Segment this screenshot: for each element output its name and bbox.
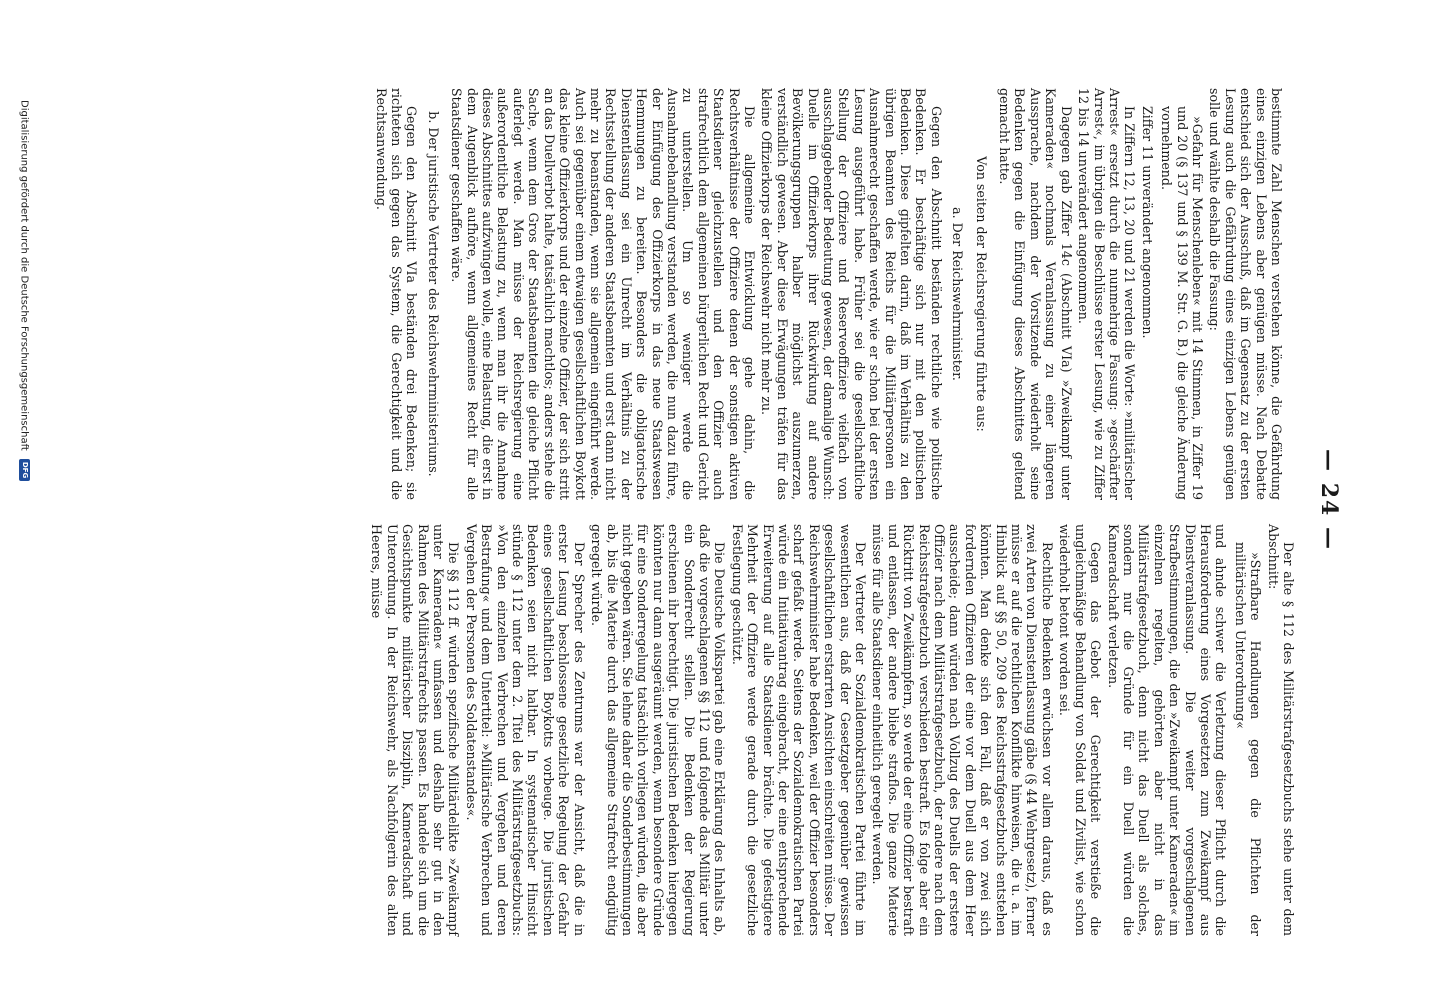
page-number: — 24 — [1316,449,1342,551]
paragraph: Die §§ 112 ff. würden spezifische Militärdelikte »Zweikampf unter Kameraden« umfassen und deshalb sehr gut in den Rahmen des Militärstrafrechts passen. Es handele sich um die Gesichtspunkte militärischer Disziplin, Kameradschaft und Unterordnung. In der Reichswehr, als Nachfolgerin des alten Heeres, müsse [369,524,462,936]
paragraph: Der Sprecher des Zentrums war der Ansicht, daß die in erster Lesung beschlossene gesetzliche Regelung der Gefahr eines gesellschaftlichen Boykotts vorbeuge. Die juristischen Bedenken seien nicht haltbar. In systematischer Hinsicht stünde § 112 unter dem 2. Titel des Militärstrafgesetzbuchs: »Von den einzelnen Verbrechen und Vergehen und deren Bestrafung« und dem Untertitel: »Militärische Verbrechen und Vergehen der Personen des Soldatenstandes«. [463,524,587,936]
right-text-column [367,524,1296,936]
section-heading: a. Der Reichswehrminister. [950,207,966,381]
paragraph: Gegen den Abschnitt VIa beständen drei Bedenken; sie richteten sich gegen das System, die Gerechtigkeit und die Rechtsanwendung. [373,88,420,500]
paragraph: Gegen das Gebot der Gerechtigkeit verstieße die ungleichmäßige Behandlung von Soldat und Zivilist, wie schon wiederholt betont worden sei. [1057,524,1104,936]
paragraph: Ziffer 11 unverändert angenommen. [1139,106,1155,339]
paragraph: Dagegen gab Ziffer 14c (Abschnitt VIa) »Zweikampf unter Kameraden« nochmals Veranlassung zu einer längeren Aussprache, nachdem der Vorsitzende wiederholt seine Bedenken gegen die Einfügung dieses Abschnittes geltend gemacht hatte. [997,88,1074,500]
paragraph: Der alte § 112 des Militärstrafgesetzbuchs stehe unter dem Abschnitt: [1265,524,1296,936]
left-text-column [371,88,1284,500]
credit-text: Digitalisierung gefördert durch die Deutsche Forschungsgemeinschaft [18,100,30,451]
paragraph: In Ziffern 12, 13, 20 und 21 werden die Worte: »militärischer Arrest« ersetzt durch die nunmehrige Fassung: »geschärfter Arrest«, im übrigen die Beschlüsse erster Lesung, wie zu Ziffer 12 bis 14 unverändert angenommen. [1076,88,1138,500]
paragraph: Der Vertreter der Sozialdemokratischen Partei führte im wesentlichen aus, daß der Gesetzgeber gegenüber gewissen gesellschaftlichen erstarrten Ansichten einschreiten müsse. Der Reichswehrminister habe Bedenken, weil der Offizier besonders scharf gefaßt werde. Seitens der Sozialdemokratischen Partei würde ein Initiativantrag eingebracht, der eine entsprechende Erweiterung auf alle Staatsdiener brächte. Die gefestigtere Mehrheit der Offiziere werde gerade durch die gesetzliche Festlegung geschützt. [729,524,869,936]
paragraph: Die Deutsche Volkspartei gab eine Erklärung des Inhalts ab, daß die vorgeschlagenen §§ 112 und folgende das Militär unter ein Sonderrecht stellen. Die Bedenken der Regierung erschienen ihr berechtigt. Die juristischen Bedenken hiergegen könnten nur dann ausgeräumt werden, wenn besondere Gründe für eine Sonderregelung tatsächlich vorliegen würden, die aber nicht gegeben wären. Sie lehne daher die Sonderbestimmungen ab, bis die Materie durch das allgemeine Strafrecht endgültig geregelt würde. [589,524,728,936]
paragraph: Gegen den Abschnitt beständen rechtliche wie politische Bedenken. Er beschäftige sich nur mit den politischen Bedenken. Diese gipfelten darin, daß im Verhältnis zu den übrigen Beamten des Reichs für die Militärpersonen ein Ausnahmerecht geschaffen werde, wie er schon bei der ersten Lesung ausgeführt habe. Früher sei die gesellschaftliche Stellung der Offiziere und Reserveoffiziere vielfach von ausschlaggebender Bedeutung gewesen, der damalige Wunsch: Duelle im Offizierkorps ihrer Rückwirkung auf andere Bevölkerungsgruppen halber möglichst auszumerzen, verständlich gewesen. Aber diese Erwägungen träfen für das kleine Offizierkorps der Reichswehr nicht mehr zu. [759,88,944,500]
paragraph: Die allgemeine Entwicklung gehe dahin, die Rechtsverhältnisse der Offiziere denen der sonstigen aktiven Staatsdiener gleichzustellen und den Offizier auch strafrechtlich dem allgemeinen bürgerlichen Recht und Gericht zu unterstellen. Um so weniger werde die Ausnahmebehandlung verstanden werden, die nun dazu führe, der Einfügung des Offizierkorps in das neue Staatswesen Hemmungen zu bereiten. Besonders die obligatorische Dienstentlassung sei ein Unrecht im Verhältnis zu der Rechtsstellung der anderen Staatsbeamten und erst dann nicht mehr zu beanstanden, wenn sie allgemein eingeführt werde. Auch sei gegenüber einem etwaigen gesellschaftlichen Boykott das kleine Offizierkorps und der einzelne Offizier, der sich stritt an das Duellverbot halte, tatsächlich machtlos; anders stehe die Sache, wenn dem Gros der Staatsbeamten die gleiche Pflicht auferlegt werde. Man müsse der Reichsregierung eine außerordentliche Belastung zu, wenn man ihr die Annahme dieses Abschnittes aufzwingen wolle, eine Belastung, die erst in dem Augenblick aufhöre, wenn allgemeines Recht für alle Staatsdiener geschaffen wäre. [449,88,757,500]
paragraph: und ahnde schwer die Verletzung dieser Pflicht durch die Herausforderung eines Vorgesetzten zum Zweikampf aus Dienstveranlassung. Die weiter vorgeschlagenen Strafbestimmungen, die den »Zweikampf unter Kameraden« im einzelnen regelten, gehörten aber nicht in das Militärstrafgesetzbuch, denn nicht das Duell als solches, sondern nur die Gründe für ein Duell würden die Kameradschaft verletzen. [1105,524,1229,936]
section-heading: b. Der juristische Vertreter des Reichswehrministeriums. [425,111,441,477]
paragraph: Rechtliche Bedenken erwüchsen vor allem daraus, daß es zwei Arten von Dienstentlassung gäbe (§ 44 Wehrgesetz), ferner müsse er auf die rechtlichen Konflikte hinweisen, die u. a. im Hinblick auf §§ 50, 209 des Reichsstrafgesetzbuchs entstehen könnten. Man denke sich den Fall, daß er von zwei sich fordernden Offizieren der eine vor dem Duell aus dem Heer ausscheide; dann würden nach Vollzug des Duells der erstere Offizier nach dem Militärstrafgesetzbuch, der andere nach dem Reichsstrafgesetzbuch verschieden bestraft. Es folge aber ein Rücktritt von Zweikämpfern, so werde der eine Offizier bestraft und entlassen, der andere bliebe straflos. Die ganze Materie müsse für alle Staatsdiener einheitlich geregelt werden. [870,524,1055,936]
quoted-text: »Gefahr für Menschenleben« mit 14 Stimmen, in Ziffer 19 und 20 (§ 137 und § 139 M. Str. G. B.) die gleiche Änderung vornehmend. [1159,106,1205,500]
paragraph: bestimmte Zahl Menschen verstehen könne, die Gefährdung eines einzigen Lebens aber genügen müsse. Nach Debatte entschied sich der Ausschuß, daß im Gegensatz zu der ersten Lesung auch die Gefährdung eines einzigen Lebens genügen solle und wählte deshalb die Fassung: [1207,88,1284,500]
digitization-credit [19,100,31,980]
quoted-text: »Strafbare Handlungen gegen die Pflichten der militärischen Unterordnung« [1232,542,1264,936]
paragraph: Von seiten der Reichsregierung führte aus: [973,156,989,432]
dfg-logo-icon: DFG [19,459,30,481]
